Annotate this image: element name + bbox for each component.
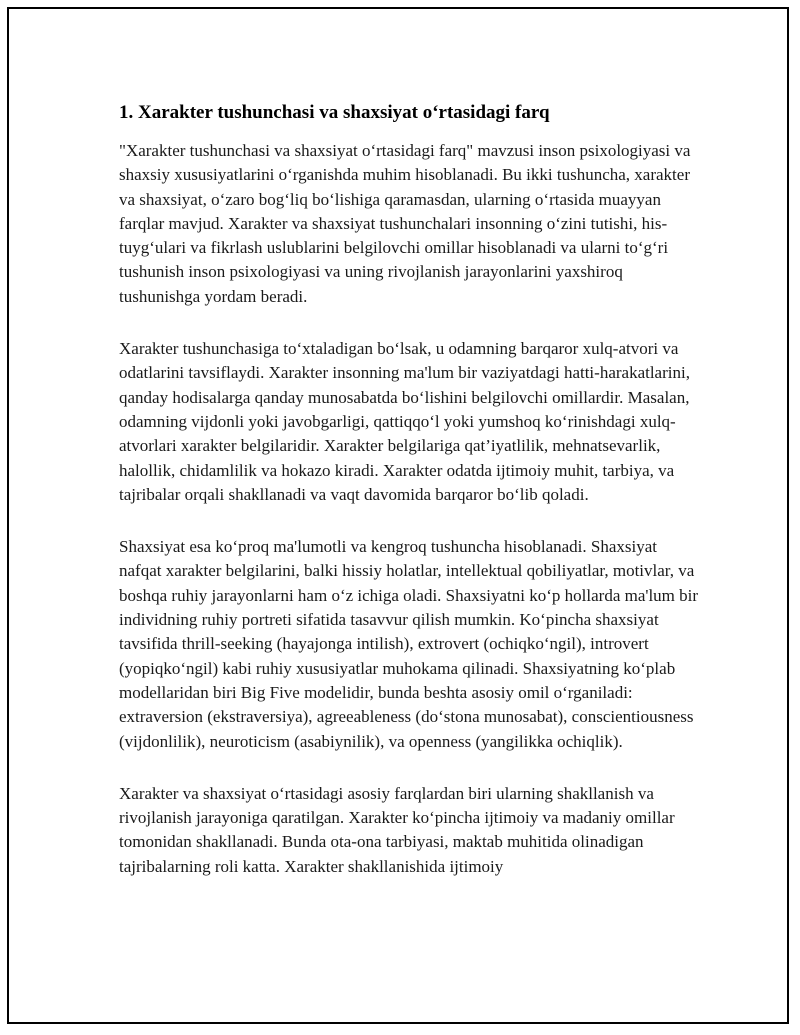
section-heading: 1. Xarakter tushunchasi va shaxsiyat o‘rtasidagi farq <box>119 102 550 123</box>
document-body <box>119 99 699 907</box>
paragraph-personality: Shaxsiyat esa ko‘proq ma'lumotli va kengroq tushuncha hisoblanadi. Shaxsiyat nafqat xarakter belgilarini, balki hissiy holatlar, intellektual qobiliyatlar, motivlar, va boshqa ruhiy jarayonlarni ham o‘z ichiga oladi. Shaxsiyatni ko‘p hollarda ma'lum bir individning ruhiy portreti sifatida tasavvur qilish mumkin. Ko‘pincha shaxsiyat tavsifida thrill-seeking (hayajonga intilish), extrovert (ochiqko‘ngil), introvert (yopiqko‘ngil) kabi ruhiy xususiyatlar muhokama qilinadi. Shaxsiyatning ko‘plab modellaridan biri Big Five modelidir, bunda beshta asosiy omil o‘rganiladi: extraversion (ekstraversiya), agreeableness (do‘stona munosabat), conscientiousness (vijdonlilik), neuroticism (asabiynilik), va openness (yangilikka ochiqlik). <box>119 537 699 751</box>
page-frame <box>7 7 789 1024</box>
paragraph-intro: "Xarakter tushunchasi va shaxsiyat o‘rtasidagi farq" mavzusi inson psixologiyasi va shaxsiy xususiyatlarini o‘rganishda muhim hisoblanadi. Bu ikki tushuncha, xarakter va shaxsiyat, o‘zaro bog‘liq bo‘lishiga qaramasdan, ularning o‘rtasida muayyan farqlar mavjud. Xarakter va shaxsiyat tushunchalari insonning o‘zini tutishi, his-tuyg‘ulari va fikrlash uslublarini belgilovchi omillar hisoblanadi va ularni to‘g‘ri tushunish inson psixologiyasi va uning rivojlanish jarayonlarini yaxshiroq tushunishga yordam beradi. <box>119 141 691 306</box>
paragraph-differences: Xarakter va shaxsiyat o‘rtasidagi asosiy farqlardan biri ularning shakllanish va rivojlanish jarayoniga qaratilgan. Xarakter ko‘pincha ijtimoiy va madaniy omillar tomonidan shakllanadi. Bunda ota-ona tarbiyasi, maktab muhitida olinadigan tajribalarning roli katta. Xarakter shakllanishida ijtimoiy <box>119 783 675 876</box>
paragraph-character: Xarakter tushunchasiga to‘xtaladigan bo‘lsak, u odamning barqaror xulq-atvori va odatlarini tavsiflaydi. Xarakter insonning ma'lum bir vaziyatdagi hatti-harakatlarini, qanday hodisalarga qanday munosabatda bo‘lishini belgilovchi omillardir. Masalan, odamning vijdonli yoki javobgarligi, qattiqqo‘l yoki yumshoq ko‘rinishdagi xulq-atvorlari xarakter belgilaridir. Xarakter belgilariga qat’iyatlilik, mehnatsevarlik, halollik, chidamlilik va hokazo kiradi. Xarakter odatda ijtimoiy muhit, tarbiya, va tajribalar orqali shakllanadi va vaqt davomida barqaror bo‘lib qoladi. <box>119 339 690 504</box>
